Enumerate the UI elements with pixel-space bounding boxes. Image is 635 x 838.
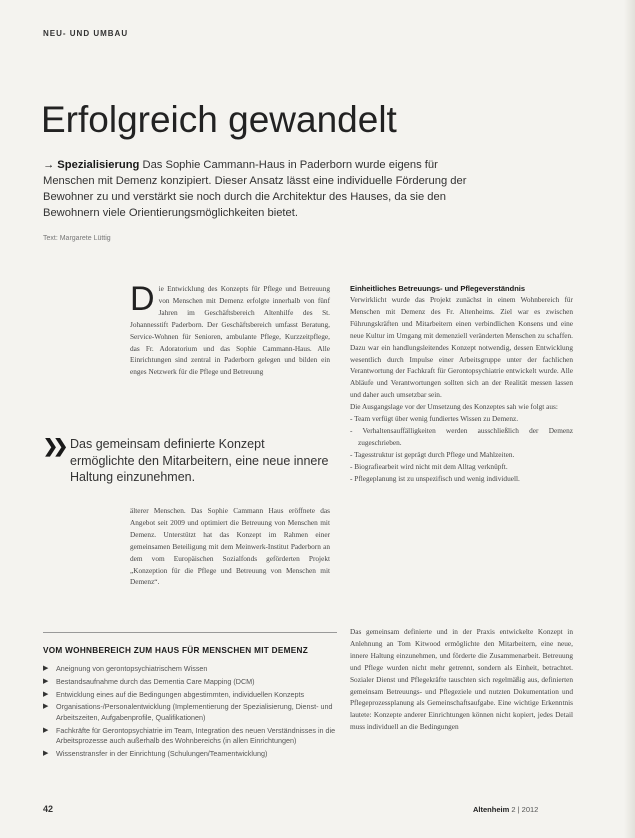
infobox-title: VOM WOHNBEREICH ZUM HAUS FÜR MENSCHEN MIT DEMENZ xyxy=(43,646,309,655)
subheading: Einheitliches Betreuungs- und Pflegeverständnis xyxy=(350,284,526,293)
infobox-list xyxy=(43,664,337,762)
list-item: - Biografiearbeit wird nicht mit dem Alltag verknüpft. xyxy=(350,461,508,471)
body-column-2 xyxy=(350,283,573,485)
list-item: ▶ Organisations-/Personalentwicklung (Implementierung der Spezialisierung, Dienst- und Arbeitszeiten, Aufgabenprofile, Qualifikationen) xyxy=(43,702,333,722)
body-column-1-continued: älterer Menschen. Das Sophie Cammann Haus eröffnete das Angebot seit 2009 und optimiert die Betreuung von Menschen mit Demenz. Unterstützt hat das Konzept im Rahmen einer gemeinsamen Beteiligung mit dem Meinwerk-Institut Paderborn an dem vom Europäischen Sozialfonds geförderten Projekt „Konzeption für die Pflege und Betreuung von Menschen mit Demenz“. xyxy=(130,506,330,587)
double-chevron-icon: ❯❯ xyxy=(43,436,64,456)
body-column-1 xyxy=(130,280,330,378)
page-number: 42 xyxy=(43,804,54,814)
list-item: ▶ Wissenstransfer in der Einrichtung (Schulungen/Teamentwicklung) xyxy=(43,748,268,758)
list-item: - Pflegeplanung ist zu unspezifisch und wenig individuell. xyxy=(350,473,520,483)
list-item: - Tagesstruktur ist geprägt durch Pflege und Mahlzeiten. xyxy=(350,449,515,459)
bullet-arrow-icon: ▶ xyxy=(43,749,49,757)
body-column-2-continued: Das gemeinsam definierte und in der Praxis entwickelte Konzept in Anlehnung an Tom Kitwood ermöglichte den Mitarbeitern, eine neue, innere Haltung einzunehmen, und förderte die Zusammenarbeit. Betreuung und Pflege wurden nicht mehr getrennt, sondern als Einheit, betrachtet. Sozialer Dienst und Pflegekräfte tauschten sich regelmäßig aus, definierten gemeinsam Betreuungs- und Pflegeziele und nutzten Dokumentation und Pflegeprozessplanung als Gemeinschaftsaufgabe. Eine wichtige Erkenntnis lautete: Konzepte anderer Einrichtungen können nicht kopiert, jedes Detail muss individuell an die Bedingungen xyxy=(350,627,573,732)
list-item: ▶ Bestandsaufnahme durch das Dementia Care Mapping (DCM) xyxy=(43,676,255,686)
bullet-arrow-icon: ▶ xyxy=(43,690,49,698)
magazine-footer xyxy=(473,805,538,814)
article-title: Erfolgreich gewandelt xyxy=(41,99,397,140)
page-spine-shadow xyxy=(624,0,635,838)
list-item: ▶ Fachkräfte für Gerontopsychiatrie im Team, Integration des neuen Verständnisses in die Arbeitsprozesse auch außerhalb des Wohnbereichs (in allen Einrichtungen) xyxy=(43,725,336,745)
byline: Text: Margarete Lüttig xyxy=(43,235,111,242)
lead-text: Das Sophie Cammann-Haus in Paderborn wurde eigens für Menschen mit Demenz konzipiert. Dieser Ansatz lässt eine individuelle Förderung der Bewohner zu und verstärkt sie noch durch die Architektur des Hauses, da sie den Bewohnern viele Orientierungsmöglichkeiten bietet. xyxy=(43,159,467,219)
divider xyxy=(43,632,337,633)
article-lead xyxy=(43,157,483,221)
list-item: - Team verfügt über wenig fundiertes Wissen zu Demenz. xyxy=(350,414,519,424)
body-text-2: Verwirklicht wurde das Projekt zunächst in einem Wohnbereich für Menschen mit Demenz des Fr. Altenheims. Ziel war es zwischen Führungskräften und Mitarbeitern einen verbindlichen Konsens und eine neue Kultur im Umgang mit demenziell veränderten Menschen zu schaffen. Dazu war ein handlungsleitendes Konzept notwendig, dessen Entwicklung wesentlich durch Impulse einer Arbeitsgruppe unter der fachlichen Verantwortung der Fachkraft für Gerontopsychiatrie entwickelt wurde. Alle Abläufe und Verantwortungen sollten sich an der Realität messen lassen und daher auch umsetzbar sein. xyxy=(350,295,573,400)
body-text-2-intro: Die Ausgangslage vor der Umsetzung des Konzeptes sah wie folgt aus: xyxy=(350,402,558,412)
bullet-arrow-icon: ▶ xyxy=(43,726,49,734)
body-text-1: ie Entwicklung des Konzepts für Pflege und Betreuung von Menschen mit Demenz erfolgte innerhalb von fünf Jahren im Geschäftsbereich Altenhilfe des St. Johannesstift Paderborn. Der Geschäftsbereich umfasst Beratung, Service-Wohnen für Senioren, ambulante Pflege, Kurzzeitpflege, das Fr. Adoratorium und das Sophie Cammann-Haus. Alle Einrichtungen sind zentral in Paderborn gelegen und bilden ein enges Netzwerk für die Pflege und Betreuung xyxy=(130,284,330,377)
bullet-arrow-icon: ▶ xyxy=(43,703,49,711)
bullet-arrow-icon: ▶ xyxy=(43,677,49,685)
bullet-arrow-icon: ▶ xyxy=(43,665,49,672)
situation-list xyxy=(350,413,573,484)
arrow-right-icon: → xyxy=(43,159,55,171)
list-item: ▶ Entwicklung eines auf die Bedingungen abgestimmten, individuellen Konzepts xyxy=(43,689,305,699)
pull-quote-text: Das gemeinsam definierte Konzept ermöglichte den Mitarbeitern, eine neue innere Haltung einzunehmen. xyxy=(70,437,329,484)
list-item: - Verhaltensauffälligkeiten werden ausschließlich der Demenz zugeschrieben. xyxy=(350,425,573,447)
section-label: NEU- UND UMBAU xyxy=(43,29,129,38)
list-item: ▶ Aneignung von gerontopsychiatrischem Wissen xyxy=(43,664,208,673)
issue-number: 2 | 2012 xyxy=(511,805,539,814)
drop-cap: D xyxy=(130,280,155,318)
lead-keyword: Spezialisierung xyxy=(57,159,140,171)
magazine-name: Altenheim xyxy=(473,805,510,814)
